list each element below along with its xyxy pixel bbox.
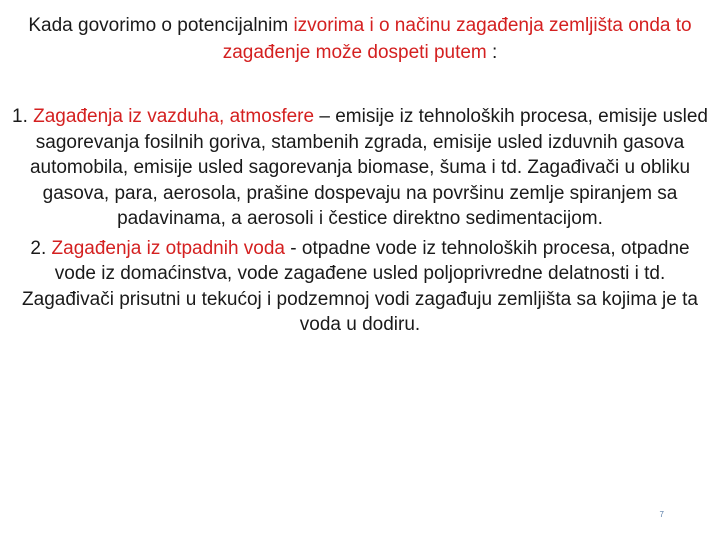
page-number: 7 [659,510,664,519]
item-number: 1. [12,106,34,127]
title-end: : [486,42,498,63]
list-item [10,104,710,232]
slide-body [10,104,710,338]
item-number: 2. [30,237,52,259]
item-heading: Zagađenja iz vazduha, atmosfere [33,106,315,127]
title-highlight: izvorima i o načinu zagađenja zemljišta onda to zagađenje može dospeti putem [222,15,692,63]
title-intro: Kada govorimo o potencijalnim [28,15,294,36]
item-heading: Zagađenja iz otpadnih voda [51,237,286,259]
list-item [10,236,710,338]
slide-title [20,12,700,66]
item-text: - otpadne vode iz tehnoloških procesa, otpadne vode iz domaćinstva, vode zagađene usled poljoprivredne delatnosti i td. Zagađivači prisutni u tekućoj i podzemnoj vodi zagađuju zemljišta sa kojima je ta voda u dodiru. [22,237,698,335]
item-text: – emisije iz tehnoloških procesa, emisije usled sagorevanja fosilnih goriva, stambenih zgrada, emisije usled izduvnih gasova automobila, emisije usled sagorevanja biomase, šuma i td. Zagađivači u obliku gasova, para, aerosola, prašine dospevaju na površinu zemlje spiranjem sa padavinama, a aerosoli i čestice direktno sedimentacijom. [29,106,708,229]
